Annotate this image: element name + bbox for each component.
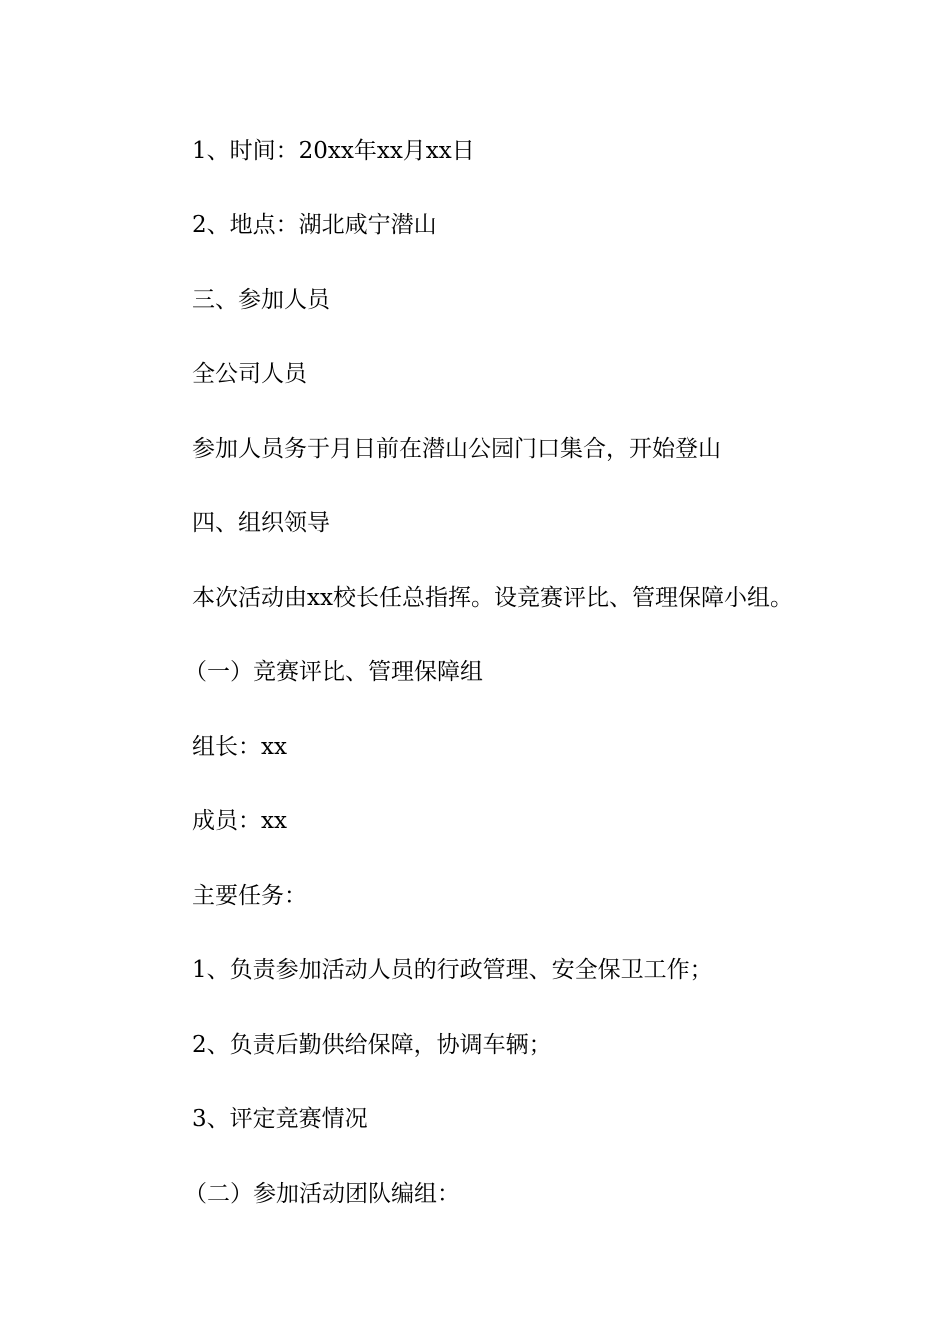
team-grouping-heading: （二）参加活动团队编组： [184,1181,460,1207]
time-line: 1、时间：20xx年xx月xx日 [192,138,475,164]
location-line: 2、地点：湖北咸宁潜山 [192,212,437,238]
main-tasks-heading: 主要任务： [192,883,307,909]
organization-heading: 四、组织领导 [192,510,330,536]
command-text: 本次活动由xx校长任总指挥。设竞赛评比、管理保障小组。 [192,585,793,611]
group-leader: 组长：xx [192,734,287,760]
participants-heading: 三、参加人员 [192,287,330,313]
participants-text: 全公司人员 [192,361,307,387]
task-item: 3、评定竞赛情况 [192,1106,368,1132]
task-item: 2、负责后勤供给保障，协调车辆； [192,1032,552,1058]
management-group-heading: （一）竞赛评比、管理保障组 [184,659,483,685]
task-item: 1、负责参加活动人员的行政管理、安全保卫工作； [192,957,713,983]
assembly-text: 参加人员务于月日前在潜山公园门口集合，开始登山 [192,436,721,462]
group-members: 成员：xx [192,808,287,834]
